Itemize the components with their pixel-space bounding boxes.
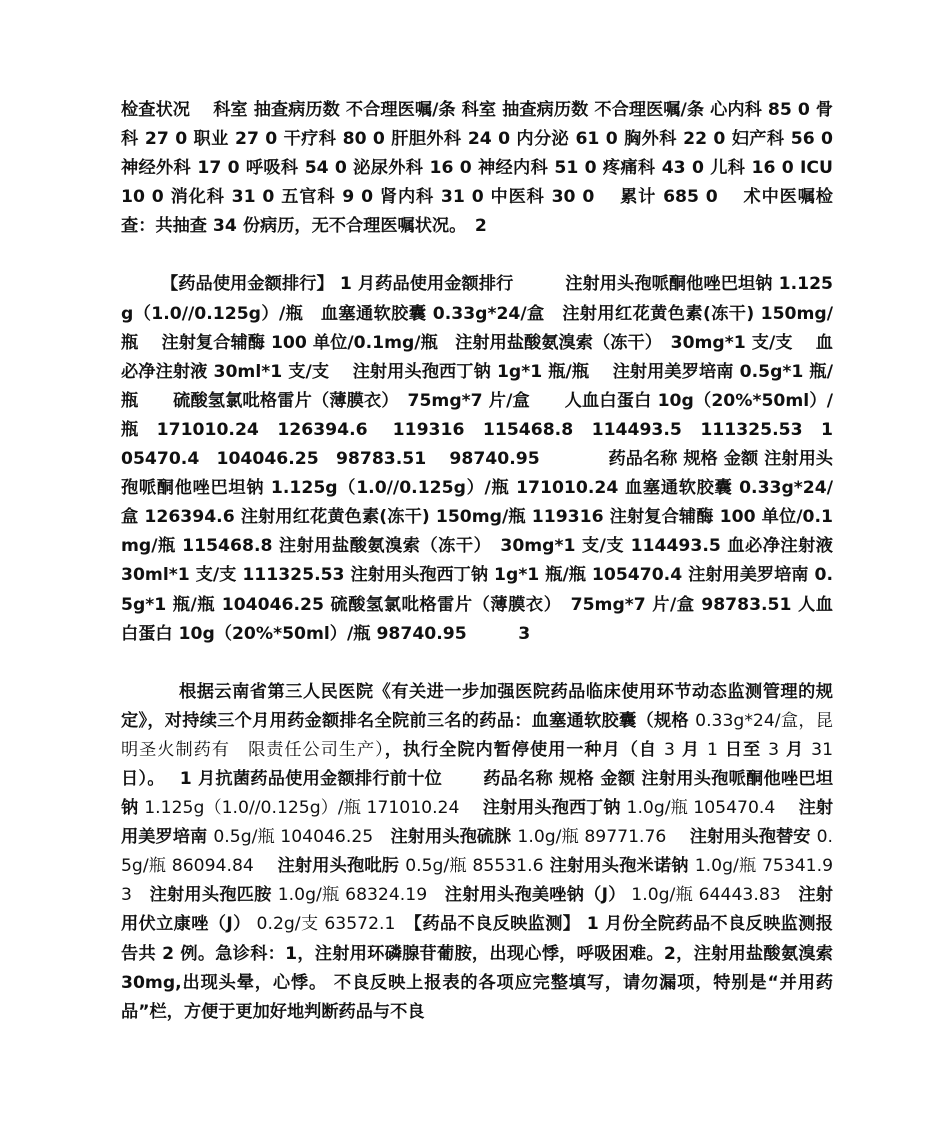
paragraph-inspection-status: [121, 96, 833, 241]
text-run: 根据云南省第三人民医院《有关进一步加强医院药品临床使用环节动态监测管理的规定》，对持续三个月用药金额排名全院前三名的药品：血塞通软胶囊（规格: [121, 681, 833, 731]
text-run: 0.2g/支 63572.1: [250, 914, 396, 935]
text-run: 1.0g/瓶 89771.76: [517, 827, 667, 848]
text-run: 月: [674, 739, 707, 760]
text-run: 日）。 1 月抗菌药品使用金额排行前十位 药品名称 规格 金额 注射用头孢哌酮他唑巴坦钠: [121, 768, 833, 819]
text-run: 注射用伏立康唑（J）: [121, 885, 833, 935]
text-run: 注射用头孢替安: [666, 827, 817, 848]
text-run: 注射用头孢吡肟: [253, 856, 406, 877]
text-run: 1: [706, 739, 718, 760]
text-run: 0.33g*24/盒，昆明圣火制药有 限责任公司生产）: [121, 710, 833, 760]
text-run: 注射用头孢美唑钠（J）: [427, 885, 626, 906]
text-run: 1.125g（1.0//0.125g）/瓶 171010.24: [144, 798, 460, 819]
text-run: 注射用美罗培南: [121, 798, 834, 848]
text-run: 3: [663, 739, 675, 760]
text-run: 1.0g/瓶 68324.19: [277, 885, 428, 906]
text-run: 【药品使用金额排行】 1 月药品使用金额排行 注射用头孢哌酮他唑巴坦钠 1.125g（1.0//0.125g）/瓶 血塞通软胶囊 0.33g*24/盒 注射用红花黄色素(冻干) 150mg/瓶 注射复合辅酶 100 单位/0.1mg/瓶 注射用盐酸氨溴索（冻干） 30mg*1 支/支 血必净注射液 30ml*1 支/支 注射用头孢西丁钠 1g*1 瓶/瓶 注射用美罗培南 0.5g*1 瓶/瓶 硫酸氢氯吡格雷片（薄膜衣） 75mg*7 片/盒 人血白蛋白 10g（20%*50ml）/瓶 171010.24 126394.6 119316 115468.8 114493.5 111325.53 105470.4 104046.25 98783.51 98740.95 药品名称 规格 金额 注射用头孢哌酮他唑巴坦钠 1.125g（1.0//0.125g）/瓶 171010.24 血塞通软胶囊 0.33g*24/盒 126394.6 注射用红花黄色素(冻干) 150mg/瓶 119316 注射复合辅酶 100 单位/0.1mg/瓶 115468.8 注射用盐酸氨溴索（冻干） 30mg*1 支/支 114493.5 血必净注射液 30ml*1 支/支 111325.53 注射用头孢西丁钠 1g*1 瓶/瓶 105470.4 注射用美罗培南 0.5g*1 瓶/瓶 104046.25 硫酸氢氯吡格雷片（薄膜衣） 75mg*7 片/盒 98783.51 人血白蛋白 10g（20%*50ml）/瓶 98740.95 3: [121, 274, 833, 644]
text-run: 0.5g/瓶 104046.25: [213, 827, 374, 848]
text-run: 【药品不良反映监测】 1 月份全院药品不良反映监测报告共 2 例。急诊科：1，注射用环磷腺苷葡胺，出现心悸，呼吸困难。2，注射用盐酸氨溴索 30mg,出现头晕，心悸。 不良反映上报表的各项应完整填写，请勿漏项，特别是“并用药品”栏，方便于更加好地判断药品与不良: [121, 914, 833, 1022]
text-run: 注射用头孢西丁钠: [459, 798, 627, 819]
text-run: 月: [779, 739, 812, 760]
text-run: 检查状况 科室 抽查病历数 不合理医嘱/条 科室 抽查病历数 不合理医嘱/条 心内科 85 0 骨科 27 0 职业 27 0 干疗科 80 0 肝胆外科 24 0 内分泌 61 0 胸外科 22 0 妇产科 56 0 神经外科 17 0 呼吸科 54 0 泌尿外科 16 0 神经内科 51 0 疼痛科 43 0 儿科 16 0 ICU 10 0 消化科 31 0 五官科 9 0 肾内科 31 0 中医科 30 0 累计 685 0 术中医嘱检查：共抽查 34 份病历，无不合理医嘱状况。 2: [121, 100, 833, 237]
text-run: 0.5g/瓶 86094.84: [121, 827, 834, 877]
text-run: 1.0g/瓶 105470.4: [626, 798, 776, 819]
text-run: 注射用头孢米诺钠: [543, 856, 695, 877]
paragraph-regulation-and-adverse-reactions: [121, 678, 833, 1027]
text-run: 1.0g/瓶 75341.93: [121, 856, 834, 906]
text-run: 0.5g/瓶 85531.6: [405, 856, 544, 877]
paragraph-drug-cost-ranking: [121, 270, 833, 648]
text-run: 注射用头孢匹胺: [131, 885, 278, 906]
text-run: ，执行全院内暂停使用一种月（自: [384, 739, 664, 760]
text-run: 3: [768, 739, 780, 760]
text-run: 31: [811, 739, 834, 760]
text-run: 1.0g/瓶 64443.83: [625, 885, 781, 906]
document-page: [121, 96, 833, 1027]
text-run: 注射用头孢硫脒: [373, 827, 518, 848]
text-run: 日至: [717, 739, 769, 760]
